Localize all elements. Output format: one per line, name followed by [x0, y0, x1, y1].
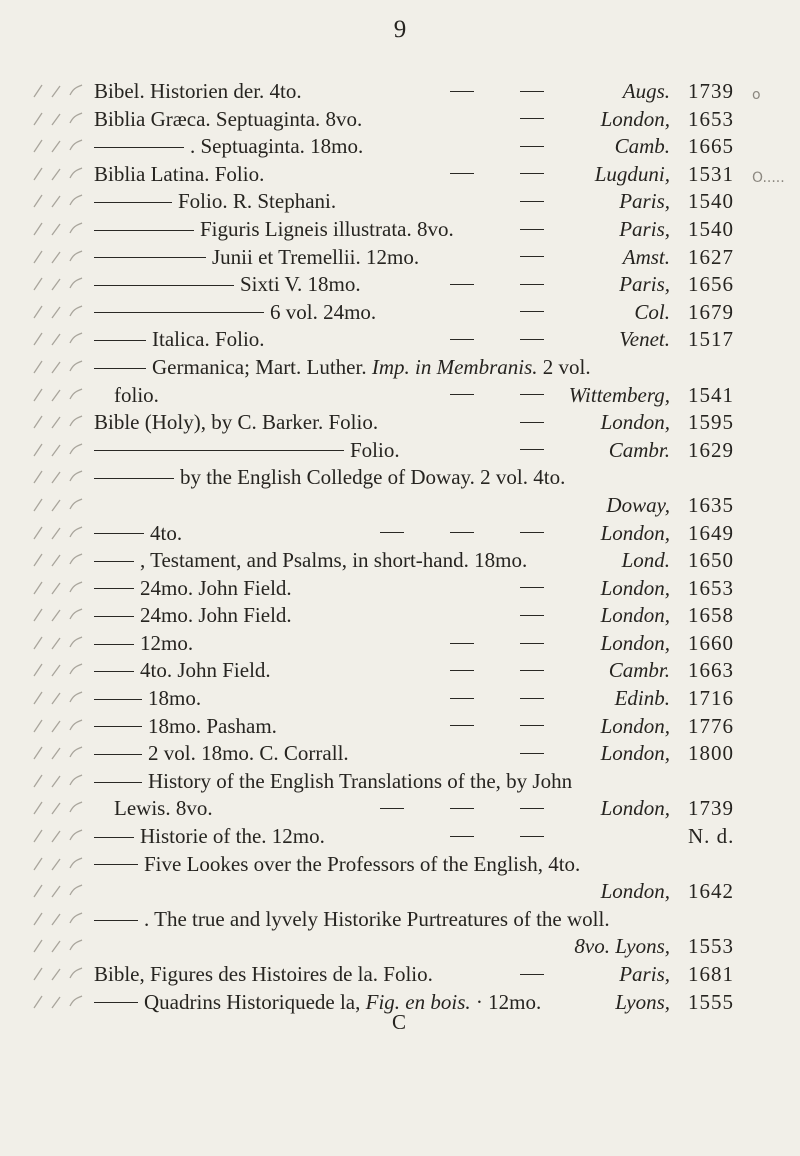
pencil-tick-icon — [26, 247, 88, 267]
entry-tail: · 12mo. — [475, 989, 542, 1014]
entry-title — [94, 740, 349, 768]
pencil-tick-icon — [26, 550, 88, 570]
ditto-dash — [520, 575, 544, 603]
ditto-dash — [450, 713, 474, 741]
entry-year: 1716 — [688, 686, 734, 711]
entry-text: History of the English Translations of the, by John — [148, 768, 573, 793]
entry-title — [94, 437, 400, 465]
pencil-tick-icon — [26, 660, 88, 680]
entry-title — [94, 216, 454, 244]
entry-place: Camb. — [614, 134, 670, 159]
entry-year: 1681 — [688, 962, 734, 986]
ditto-dash — [520, 409, 544, 437]
ditto-dash — [520, 106, 544, 134]
entry-year: 1660 — [688, 630, 734, 655]
entry-year: 1653 — [688, 575, 734, 600]
ditto-dash — [450, 326, 474, 354]
entry-title — [94, 547, 527, 575]
entry-text: folio. — [114, 382, 159, 407]
ditto-rule — [94, 782, 142, 783]
entry-text: Bible, Figures des Histoires de la. Folio. — [94, 962, 433, 986]
entry-title — [94, 713, 277, 741]
entry-place: London, — [600, 796, 670, 821]
catalogue-entry — [0, 602, 800, 630]
entry-place: London, — [600, 106, 670, 131]
pencil-tick-icon — [26, 467, 88, 487]
entry-italic: Imp. in Membranis. — [366, 354, 543, 379]
catalogue-entry — [0, 713, 800, 741]
entry-title — [94, 906, 610, 934]
ditto-dash — [520, 216, 544, 244]
entry-year: 1656 — [688, 272, 734, 297]
entry-text: 2 vol. 18mo. C. Corrall. — [148, 741, 349, 766]
entry-text: Biblia Latina. Folio. — [94, 161, 265, 186]
pencil-tick-icon — [26, 578, 88, 598]
ditto-dash — [520, 630, 544, 658]
entry-title — [94, 602, 292, 630]
entry-year: 1531 — [688, 161, 734, 186]
entry-text: 24mo. John Field. — [140, 575, 292, 600]
entry-place: Wittemberg, — [568, 382, 670, 407]
entry-year: 1679 — [688, 299, 734, 324]
ditto-dash — [520, 520, 544, 548]
pencil-tick-icon — [26, 302, 88, 322]
entry-title — [94, 244, 419, 272]
pencil-tick-icon — [26, 81, 88, 101]
entry-place: Lugduni, — [594, 161, 670, 186]
pencil-tick-icon — [26, 909, 88, 929]
ditto-rule — [94, 257, 206, 258]
ditto-rule — [94, 920, 138, 921]
entry-year: 1776 — [688, 713, 734, 738]
entry-text: Italica. Folio. — [152, 327, 265, 352]
catalogue-entry — [0, 382, 800, 410]
entry-tail: 2 vol. — [542, 354, 591, 379]
entry-place: London, — [600, 741, 670, 766]
entry-place: London, — [600, 520, 670, 545]
entry-text: 18mo. Pasham. — [148, 713, 277, 738]
entry-title — [94, 768, 572, 796]
entry-text: 6 vol. 24mo. — [270, 299, 377, 324]
ditto-rule — [94, 1002, 138, 1003]
ditto-rule — [94, 644, 134, 645]
ditto-rule — [94, 368, 146, 369]
entry-title — [94, 464, 565, 492]
ditto-rule — [94, 588, 134, 589]
entry-place: London, — [600, 410, 670, 435]
ditto-dash — [380, 795, 404, 823]
entry-year: 1635 — [688, 492, 734, 517]
pencil-tick-icon — [26, 881, 88, 901]
pencil-tick-icon — [26, 412, 88, 432]
entry-title — [94, 188, 336, 216]
entry-text: 12mo. — [140, 630, 194, 655]
entry-title — [94, 299, 376, 327]
entry-place: London, — [600, 575, 670, 600]
catalogue-entry — [0, 575, 800, 603]
catalogue-entry — [0, 133, 800, 161]
ditto-dash — [520, 299, 544, 327]
catalogue-entry — [0, 630, 800, 658]
pencil-tick-icon — [26, 854, 88, 874]
pencil-tick-icon — [26, 992, 88, 1012]
entry-text: 18mo. — [148, 686, 202, 711]
entry-italic: Fig. en bois. — [360, 989, 476, 1014]
ditto-dash — [520, 244, 544, 272]
entry-title — [94, 133, 363, 161]
catalogue-entry — [0, 161, 800, 189]
entry-title — [94, 78, 302, 106]
ditto-rule — [94, 312, 264, 313]
entry-year: 1555 — [688, 989, 734, 1014]
catalogue-entry — [0, 299, 800, 327]
entry-title — [94, 161, 264, 189]
entry-place: Paris, — [619, 272, 670, 297]
entry-title — [94, 630, 193, 658]
ditto-rule — [94, 230, 194, 231]
catalogue-entry — [0, 464, 800, 492]
ditto-dash — [450, 657, 474, 685]
catalogue-entry — [0, 216, 800, 244]
ditto-dash — [520, 382, 544, 410]
catalogue-entry — [0, 657, 800, 685]
ditto-dash — [520, 713, 544, 741]
entry-title — [114, 382, 159, 410]
catalogue-entry — [0, 795, 800, 823]
catalogue-entry — [0, 409, 800, 437]
entry-text: Five Lookes over the Professors of the English, 4to. — [144, 851, 581, 876]
ditto-rule — [94, 837, 134, 838]
margin-note: O..... — [752, 169, 785, 186]
pencil-tick-icon — [26, 329, 88, 349]
pencil-tick-icon — [26, 357, 88, 377]
entry-year: 1627 — [688, 244, 734, 269]
catalogue-entry — [0, 961, 800, 989]
entry-place: Amst. — [622, 244, 670, 269]
ditto-dash — [520, 685, 544, 713]
entry-text: Folio. R. Stephani. — [178, 189, 337, 214]
ditto-rule — [94, 478, 174, 479]
entry-title — [94, 326, 265, 354]
ditto-dash — [520, 823, 544, 851]
ditto-dash — [380, 520, 404, 548]
pencil-tick-icon — [26, 191, 88, 211]
entry-text: Folio. — [350, 437, 400, 462]
catalogue-entry — [0, 106, 800, 134]
pencil-tick-icon — [26, 771, 88, 791]
entry-year: 1658 — [688, 603, 734, 628]
ditto-dash — [450, 630, 474, 658]
entry-year: 1553 — [688, 934, 734, 959]
pencil-tick-icon — [26, 495, 88, 515]
catalogue-entry — [0, 244, 800, 272]
entry-title — [94, 823, 325, 851]
catalogue-entry — [0, 933, 800, 961]
entry-place: Lyons, — [615, 989, 670, 1014]
ditto-rule — [94, 450, 344, 451]
entry-place: 8vo. Lyons, — [574, 934, 670, 959]
entry-place: Paris, — [619, 216, 670, 241]
ditto-dash — [450, 823, 474, 851]
entry-title — [94, 271, 361, 299]
entry-year: 1541 — [688, 382, 734, 407]
ditto-dash — [520, 657, 544, 685]
ditto-dash — [520, 602, 544, 630]
entry-title — [94, 520, 182, 548]
pencil-tick-icon — [26, 605, 88, 625]
catalogue-entry — [0, 188, 800, 216]
ditto-dash — [520, 740, 544, 768]
pencil-tick-icon — [26, 385, 88, 405]
entry-place: London, — [600, 713, 670, 738]
ditto-dash — [520, 188, 544, 216]
entry-year: 1800 — [688, 741, 734, 766]
ditto-dash — [450, 795, 474, 823]
ditto-dash — [450, 271, 474, 299]
catalogue-entry — [0, 547, 800, 575]
pencil-tick-icon — [26, 109, 88, 129]
entry-year: 1739 — [688, 796, 734, 821]
ditto-rule — [94, 285, 234, 286]
entry-place: Augs. — [622, 79, 670, 103]
ditto-rule — [94, 726, 142, 727]
ditto-dash — [520, 795, 544, 823]
pencil-tick-icon — [26, 440, 88, 460]
entry-year: 1650 — [688, 548, 734, 573]
entry-text: Bible (Holy), by C. Barker. Folio. — [94, 410, 379, 435]
entry-text: Sixti V. 18mo. — [240, 272, 361, 297]
entry-year: 1595 — [688, 410, 734, 435]
catalogue-entry — [0, 271, 800, 299]
catalogue-entries — [0, 78, 800, 1016]
entry-place: London, — [600, 603, 670, 628]
entry-text: Historie of the. 12mo. — [140, 824, 325, 849]
entry-title — [94, 409, 378, 437]
catalogue-entry — [0, 878, 800, 906]
entry-title — [94, 106, 362, 134]
ditto-dash — [450, 161, 474, 189]
entry-year: 1642 — [688, 879, 734, 904]
ditto-rule — [94, 754, 142, 755]
entry-year: 1665 — [688, 134, 734, 159]
catalogue-entry — [0, 823, 800, 851]
entry-text: Quadrins Historiquede la, — [144, 989, 361, 1014]
pencil-tick-icon — [26, 136, 88, 156]
entry-place: Venet. — [619, 327, 670, 352]
catalogue-entry — [0, 78, 800, 106]
ditto-dash — [520, 78, 544, 106]
entry-place: Lond. — [621, 548, 670, 573]
ditto-dash — [520, 326, 544, 354]
entry-title — [94, 989, 541, 1017]
pencil-tick-icon — [26, 716, 88, 736]
ditto-rule — [94, 202, 172, 203]
catalogue-entry — [0, 354, 800, 382]
catalogue-entry — [0, 685, 800, 713]
ditto-rule — [94, 340, 146, 341]
ditto-dash — [520, 961, 544, 989]
entry-text: Lewis. 8vo. — [114, 796, 213, 821]
entry-year: 1540 — [688, 189, 734, 214]
ditto-dash — [450, 685, 474, 713]
ditto-dash — [450, 78, 474, 106]
ditto-dash — [520, 437, 544, 465]
catalogue-entry — [0, 851, 800, 879]
entry-title — [94, 961, 433, 989]
entry-year: 1739 — [688, 79, 734, 103]
pencil-tick-icon — [26, 826, 88, 846]
ditto-dash — [450, 382, 474, 410]
pencil-tick-icon — [26, 798, 88, 818]
ditto-dash — [520, 133, 544, 161]
entry-place: London, — [600, 630, 670, 655]
pencil-tick-icon — [26, 743, 88, 763]
entry-year: 1540 — [688, 216, 734, 241]
catalogue-entry — [0, 768, 800, 796]
ditto-rule — [94, 616, 134, 617]
pencil-tick-icon — [26, 274, 88, 294]
entry-place: London, — [600, 879, 670, 904]
entry-place: Cambr. — [608, 658, 670, 683]
ditto-rule — [94, 561, 134, 562]
signature-mark: C — [392, 1010, 407, 1034]
entry-place: Doway, — [606, 492, 670, 517]
margin-note: o — [752, 87, 761, 103]
ditto-dash — [520, 271, 544, 299]
pencil-tick-icon — [26, 633, 88, 653]
entry-title — [94, 685, 201, 713]
entry-text: Germanica; Mart. Luther. — [152, 354, 367, 379]
catalogue-entry — [0, 437, 800, 465]
ditto-dash — [450, 520, 474, 548]
pencil-tick-icon — [26, 688, 88, 708]
entry-text: 4to. — [150, 520, 183, 545]
entry-title — [94, 575, 292, 603]
entry-text: , Testament, and Psalms, in short-hand. 18mo. — [140, 548, 528, 573]
pencil-tick-icon — [26, 164, 88, 184]
entry-place: Edinb. — [614, 686, 670, 711]
ditto-rule — [94, 147, 184, 148]
entry-text: Junii et Tremellii. 12mo. — [212, 244, 420, 269]
entry-year: 1649 — [688, 520, 734, 545]
entry-place: Col. — [634, 299, 670, 324]
ditto-rule — [94, 533, 144, 534]
catalogue-entry — [0, 906, 800, 934]
entry-title — [94, 354, 591, 382]
entry-text: . Septuaginta. 18mo. — [190, 134, 364, 159]
entry-title — [94, 657, 271, 685]
entry-text: . The true and lyvely Historike Purtreatures of the woll. — [144, 906, 610, 931]
pencil-tick-icon — [26, 523, 88, 543]
catalogue-entry — [0, 740, 800, 768]
catalogue-entry — [0, 492, 800, 520]
catalogue-entry — [0, 326, 800, 354]
entry-year: 1663 — [688, 658, 734, 683]
ditto-dash — [520, 161, 544, 189]
entry-text: by the English Colledge of Doway. 2 vol. 4to. — [180, 465, 566, 490]
page-number: 9 — [393, 16, 407, 43]
entry-title — [94, 851, 580, 879]
entry-year: 1653 — [688, 106, 734, 131]
entry-year: N. d. — [688, 824, 735, 849]
pencil-tick-icon — [26, 936, 88, 956]
ditto-rule — [94, 699, 142, 700]
pencil-tick-icon — [26, 219, 88, 239]
entry-text: 4to. John Field. — [140, 658, 271, 683]
entry-text: Biblia Græca. Septuaginta. 8vo. — [94, 106, 363, 131]
ditto-rule — [94, 864, 138, 865]
entry-text: 24mo. John Field. — [140, 603, 292, 628]
catalogue-entry — [0, 520, 800, 548]
entry-text: Figuris Ligneis illustrata. 8vo. — [200, 216, 454, 241]
ditto-rule — [94, 671, 134, 672]
entry-place: Paris, — [619, 962, 670, 986]
entry-text: Bibel. Historien der. 4to. — [94, 79, 302, 103]
entry-year: 1629 — [688, 437, 734, 462]
pencil-tick-icon — [26, 964, 88, 984]
entry-place: Paris, — [619, 189, 670, 214]
entry-place: Cambr. — [608, 437, 670, 462]
entry-year: 1517 — [688, 327, 734, 352]
entry-title — [114, 795, 213, 823]
